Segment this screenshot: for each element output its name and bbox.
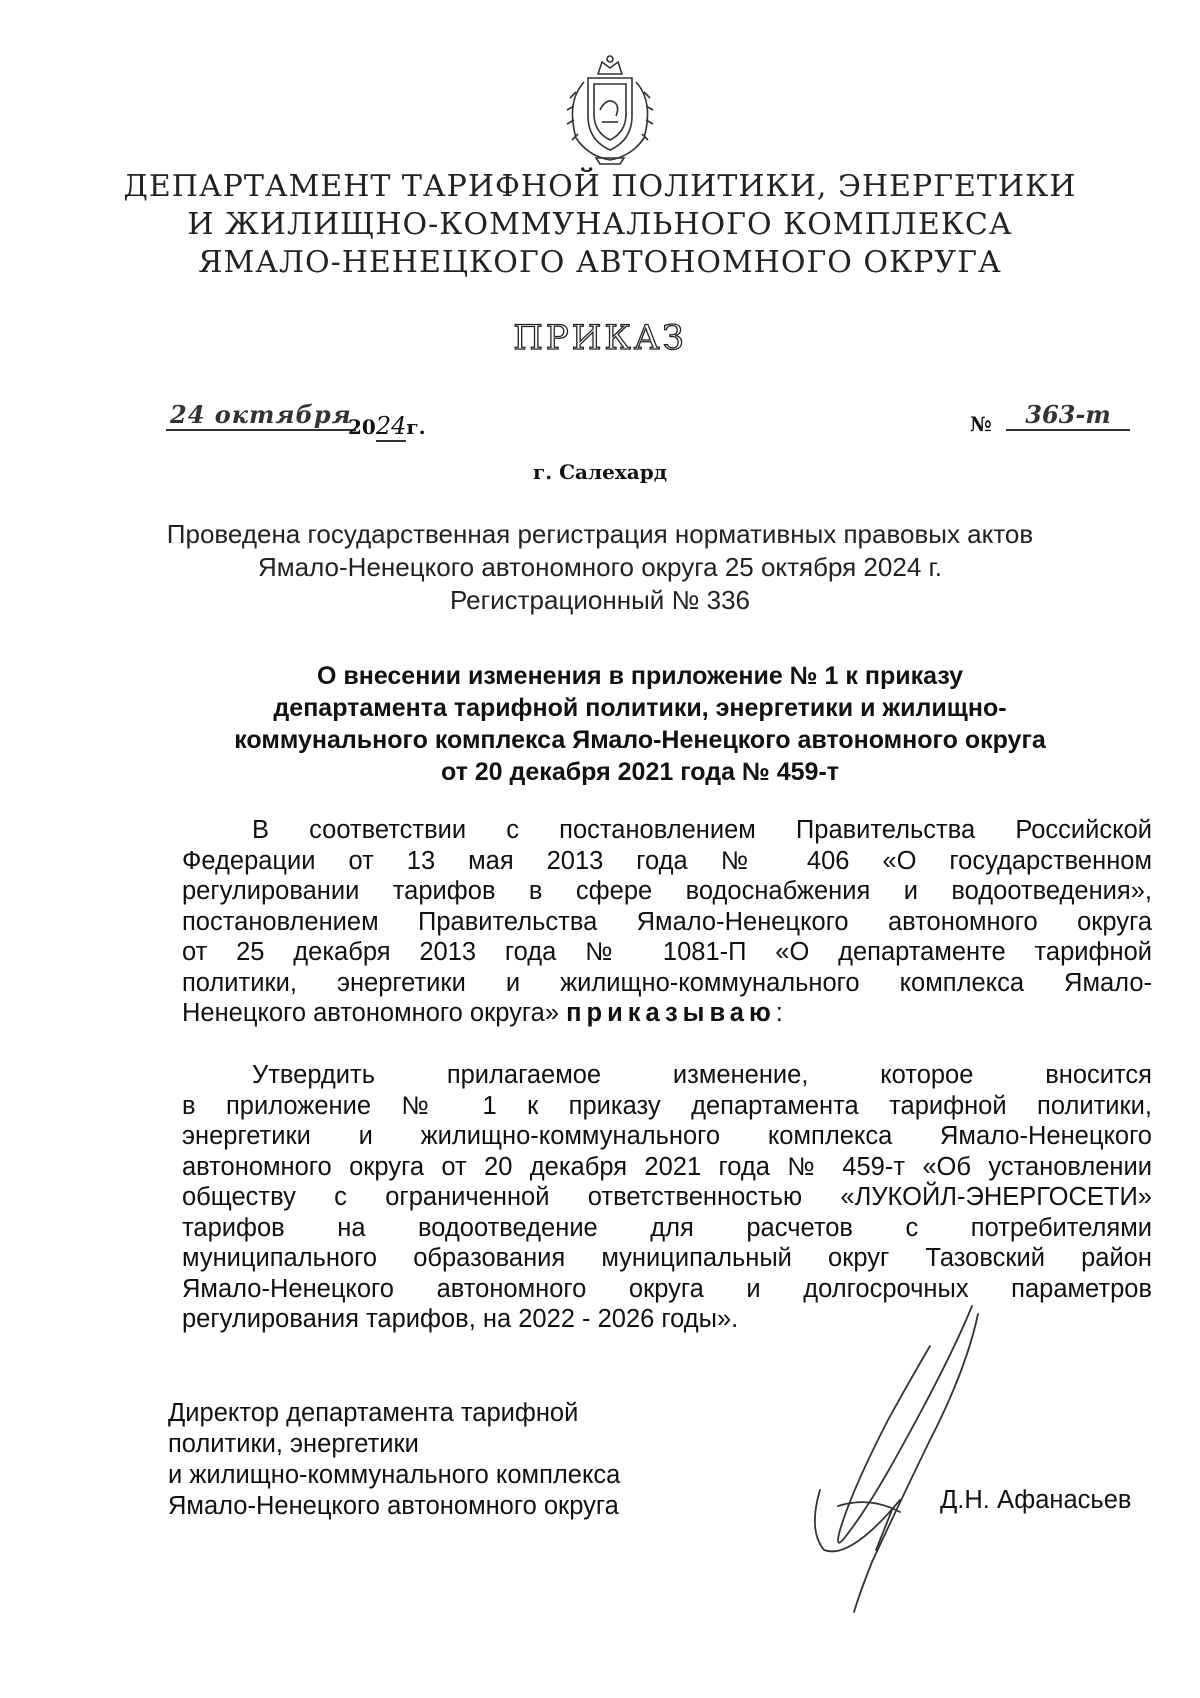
signatory-title-line: Ямало-Ненецкого автономного округа	[168, 1492, 619, 1520]
paragraph-line-text: Ненецкого автономного округа»	[182, 999, 559, 1027]
paragraph-line: регулирования тарифов, на 2022 - 2026 годы».	[182, 1305, 739, 1333]
date-year	[348, 412, 426, 440]
date-year-prefix: 20	[348, 415, 376, 439]
order-date	[162, 400, 442, 444]
signatory-name: Д.Н. Афанасьев	[940, 1486, 1132, 1514]
paragraph-line: политики, энергетики и жилищно-коммунального комплекса Ямало-	[182, 968, 1152, 997]
handwritten-signature	[780, 1300, 1000, 1620]
coat-of-arms-icon	[558, 52, 662, 168]
signatory-title-line: политики, энергетики	[168, 1430, 419, 1458]
order-subject	[160, 660, 1120, 788]
registration-note	[100, 518, 1100, 617]
resolution-paragraph	[182, 1060, 1152, 1335]
order-heading: ПРИКАЗ	[513, 318, 687, 358]
paragraph-last-line	[182, 998, 1152, 1029]
city: г. Салехард	[532, 460, 668, 484]
paragraph-line: В соответствии с постановлением Правительства Российской	[252, 816, 1152, 844]
subject-line: О внесении изменения в приложение № 1 к приказу	[316, 662, 964, 690]
order-number	[970, 400, 1140, 444]
subject-line: департамента тарифной политики, энергетики и жилищно-	[273, 694, 1007, 722]
department-title-line: ДЕПАРТАМЕНТ ТАРИФНОЙ ПОЛИТИКИ, ЭНЕРГЕТИКИ	[123, 169, 1077, 204]
signatory-title-line: Директор департамента тарифной	[168, 1399, 579, 1427]
registration-line: Проведена государственная регистрация нормативных правовых актов	[166, 519, 1034, 549]
paragraph-line: Федерации от 13 мая 2013 года № 406 «О государственном	[182, 846, 1152, 875]
paragraph-end: :	[775, 999, 783, 1027]
subject-line: коммунального комплекса Ямало-Ненецкого автономного округа	[234, 726, 1046, 754]
paragraph-line: автономного округа от 20 декабря 2021 года № 459-т «Об установлении	[182, 1152, 1152, 1181]
signatory-title-line: и жилищно-коммунального комплекса	[168, 1461, 621, 1489]
subject-line: от 20 декабря 2021 года № 459-т	[440, 758, 840, 786]
order-verb: приказываю	[566, 999, 776, 1027]
paragraph-line: муниципального образования муниципальный округ Тазовский район	[182, 1244, 1152, 1272]
department-title-line: ЯМАЛО-НЕНЕЦКОГО АВТОНОМНОГО ОКРУГА	[198, 245, 1002, 280]
paragraph-line: обществу с ограниченной ответственностью «ЛУКОЙЛ-ЭНЕРГОСЕТИ»	[182, 1183, 1152, 1211]
number-handwritten: 363-т	[1006, 400, 1130, 431]
paragraph-line: от 25 декабря 2013 года № 1081-П «О департаменте тарифной	[182, 938, 1152, 966]
paragraph-line: в приложение № 1 к приказу департамента тарифной политики,	[182, 1091, 1152, 1120]
signatory-title	[168, 1398, 728, 1522]
paragraph-line: энергетики и жилищно-коммунального комплекса Ямало-Ненецкого	[182, 1122, 1152, 1150]
date-year-handwritten: 24	[375, 412, 407, 440]
paragraph-line: Ямало-Ненецкого автономного округа и долгосрочных параметров	[182, 1274, 1152, 1303]
paragraph-line: постановлением Правительства Ямало-Ненецкого автономного округа	[182, 907, 1152, 936]
number-sign: №	[970, 412, 992, 436]
paragraph-line: Утвердить прилагаемое изменение, которое вносится	[252, 1061, 1152, 1089]
date-suffix: г.	[406, 415, 426, 439]
registration-line: Регистрационный № 336	[449, 585, 750, 615]
department-title	[60, 168, 1140, 282]
date-handwritten: 24 октября	[166, 400, 356, 431]
preamble-paragraph	[182, 815, 1152, 1029]
paragraph-line: регулировании тарифов в сфере водоснабжения и водоотведения»,	[182, 877, 1152, 905]
paragraph-line: тарифов на водоотведение для расчетов с потребителями	[182, 1213, 1152, 1242]
department-title-line: И ЖИЛИЩНО-КОММУНАЛЬНОГО КОМПЛЕКСА	[187, 207, 1013, 242]
registration-line: Ямало-Ненецкого автономного округа 25 октября 2024 г.	[257, 552, 943, 582]
